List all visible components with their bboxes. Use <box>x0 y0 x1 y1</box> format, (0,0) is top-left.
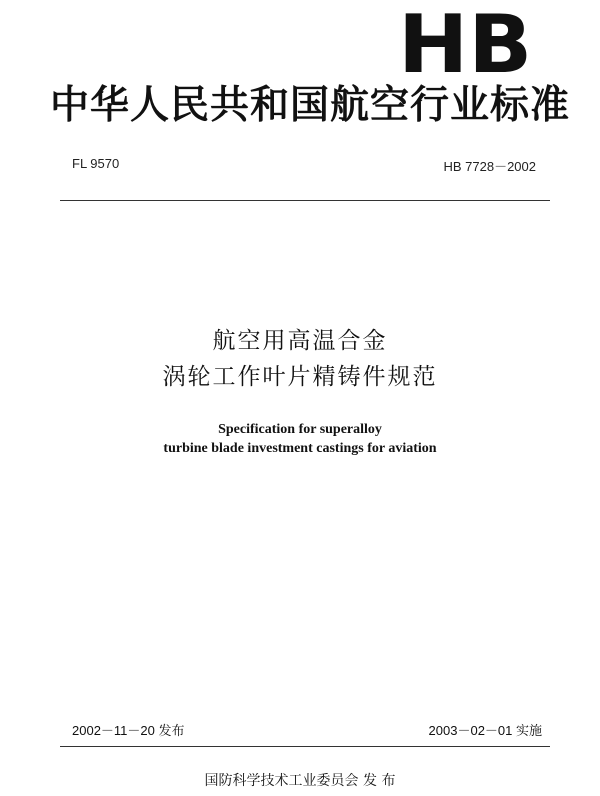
title-cn-line1: 航空用高温合金 <box>212 328 388 354</box>
hb-logo: HB <box>398 0 533 91</box>
publisher: 国防科学技术工业委员会 发 布 <box>204 773 396 789</box>
footer-divider <box>60 746 550 747</box>
standard-number: HB 7728－2002 <box>443 159 536 174</box>
implementation-date: 2003－02－01 实施 <box>428 723 542 738</box>
title-en-line2: turbine blade investment castings for aviation <box>163 441 437 456</box>
classification-code: FL 9570 <box>72 156 120 171</box>
header-divider <box>60 200 550 201</box>
org-title: 中华人民共和国航空行业标准 <box>50 83 571 128</box>
title-en-line1: Specification for superalloy <box>218 422 382 437</box>
issue-date: 2002－11－20 发布 <box>72 723 185 738</box>
title-cn-line2: 涡轮工作叶片精铸件规范 <box>162 364 438 390</box>
